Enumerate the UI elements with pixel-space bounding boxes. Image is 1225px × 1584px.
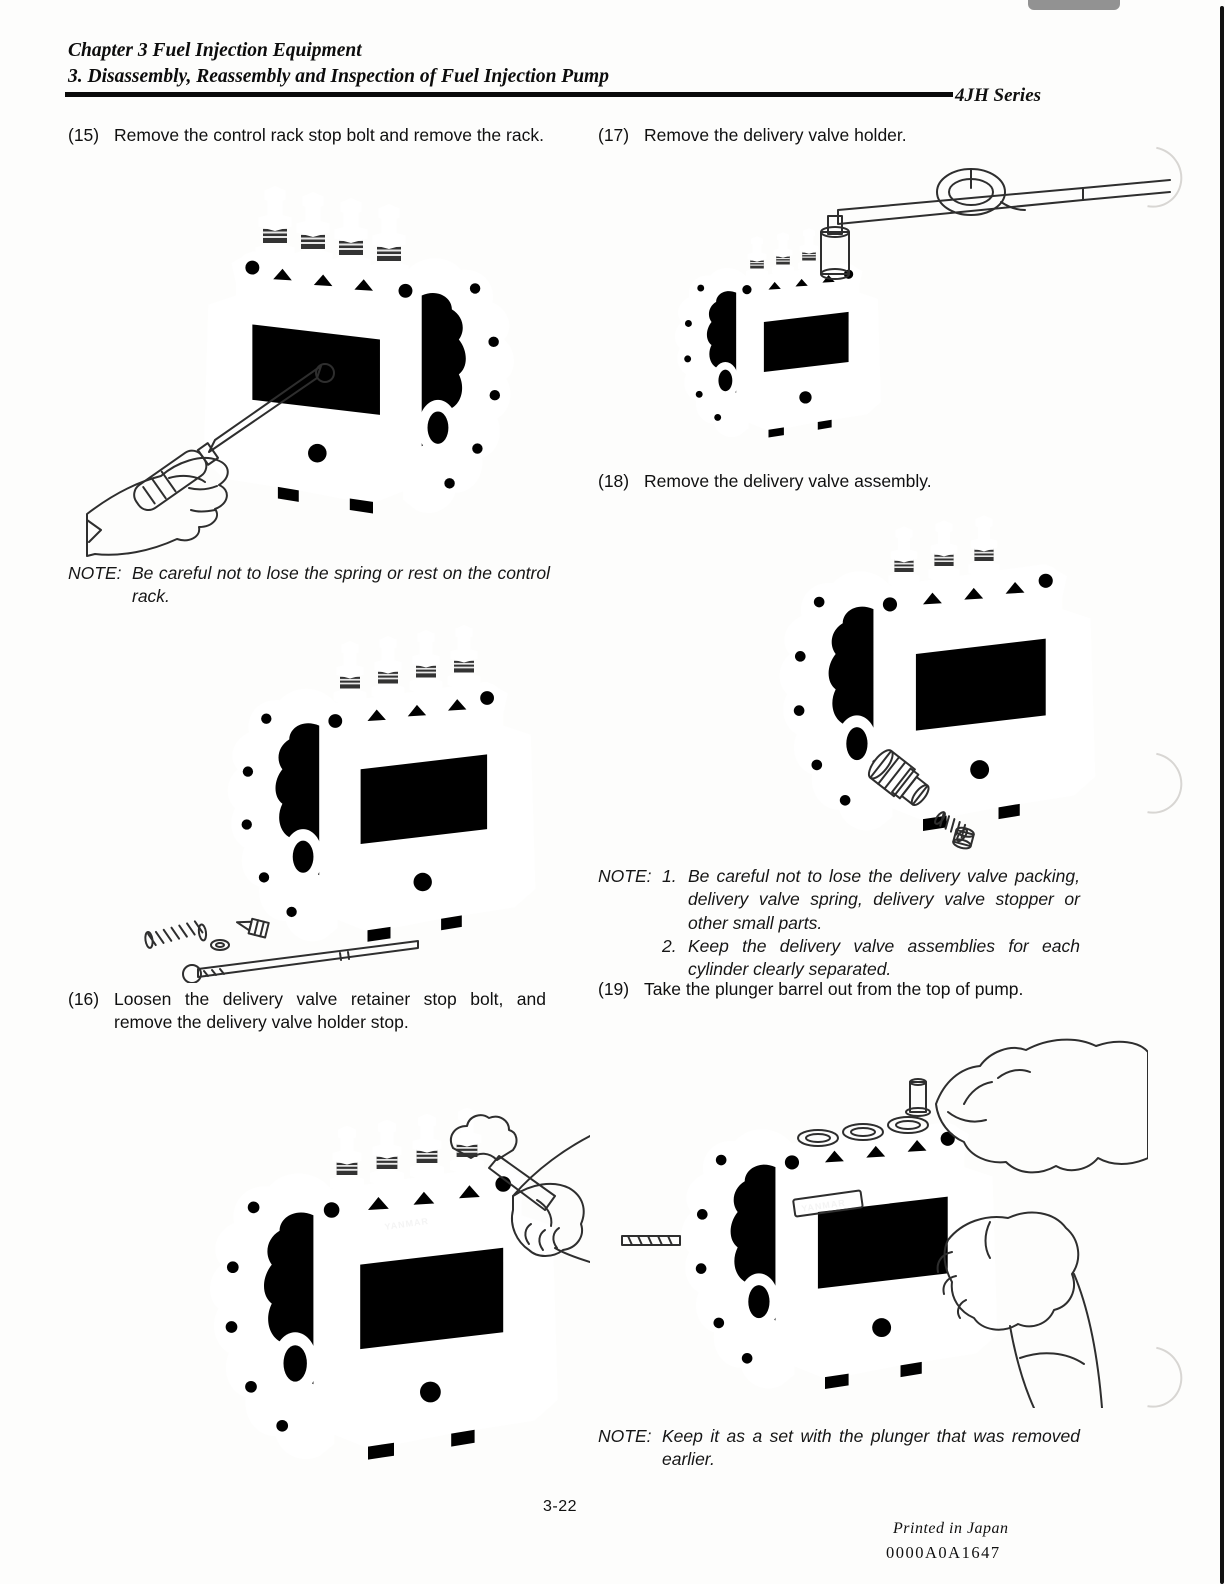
rack-stop-bolt [235, 915, 269, 937]
note-label: NOTE: [598, 1426, 652, 1446]
note-control-rack [68, 562, 550, 609]
printed-in-label: Printed in Japan [893, 1520, 1009, 1537]
step-19-number: (19) [598, 979, 630, 999]
scan-smudge [1028, 0, 1120, 10]
step-16-text: Loosen the delivery valve retainer stop bolt, and remove the delivery valve holder stop. [114, 989, 546, 1033]
note-plunger-set [598, 1425, 1080, 1472]
note-item-text: Be careful not to lose the delivery valve packing, delivery valve spring, delivery valve stopper or other small parts. [688, 866, 1080, 933]
note-plunger-text: Keep it as a set with the plunger that was removed earlier. [662, 1426, 1080, 1470]
step-17-text: Remove the delivery valve holder. [644, 125, 907, 145]
brand-mark: YANMAR [383, 1215, 430, 1232]
step-15-number: (15) [68, 125, 100, 145]
section-heading: 3. Disassembly, Reassembly and Inspection of Fuel Injection Pump [68, 66, 609, 87]
note-item-number: 2. [662, 935, 677, 956]
step-17 [598, 124, 1080, 147]
figure-remove-control-rack-bolt [85, 168, 555, 558]
figure-loosen-holder-stop [85, 1048, 590, 1473]
step-15-text: Remove the control rack stop bolt and remove the rack. [114, 125, 544, 145]
step-19-text: Take the plunger barrel out from the top of pump. [644, 979, 1024, 999]
series-label: 4JH Series [955, 85, 1042, 106]
note-control-rack-text: Be careful not to lose the spring or rest on the control rack. [132, 563, 550, 607]
note-delivery-valve [598, 865, 1080, 981]
figure-remove-delivery-valve-assembly [648, 500, 1123, 858]
socket-wrench-tool [821, 169, 1170, 279]
note-delivery-valve-item-2 [662, 935, 1080, 982]
step-17-number: (17) [598, 125, 630, 145]
rack-washer [211, 940, 229, 950]
note-label: NOTE: [68, 563, 122, 583]
side-stud [622, 1236, 680, 1245]
step-16-number: (16) [68, 989, 100, 1009]
step-15 [68, 124, 546, 147]
upper-hand [936, 1040, 1148, 1173]
step-18-number: (18) [598, 471, 630, 491]
figure-take-plunger-barrel [618, 1008, 1148, 1408]
step-18 [598, 470, 1080, 493]
scan-edge-strip [1220, 6, 1224, 1584]
step-18-text: Remove the delivery valve assembly. [644, 471, 932, 491]
step-19 [598, 978, 1080, 1001]
brand-mark: YANMAR [800, 1197, 847, 1214]
document-code: 0000A0A1647 [886, 1543, 1001, 1562]
note-delivery-valve-item-1 [662, 865, 1080, 935]
figure-remove-delivery-valve-holder [625, 158, 1190, 458]
note-label: NOTE: [598, 866, 652, 886]
rack-spring [144, 920, 207, 948]
chapter-heading: Chapter 3 Fuel Injection Equipment [68, 40, 362, 61]
note-item-text: Keep the delivery valve assemblies for each cylinder clearly separated. [688, 935, 1080, 980]
figure-control-rack-removed [100, 615, 570, 983]
plunger-barrel-part [906, 1079, 930, 1116]
page-number: 3-22 [543, 1498, 578, 1515]
step-16 [68, 988, 546, 1035]
header-rule [65, 92, 953, 97]
note-item-number: 1. [662, 866, 677, 886]
